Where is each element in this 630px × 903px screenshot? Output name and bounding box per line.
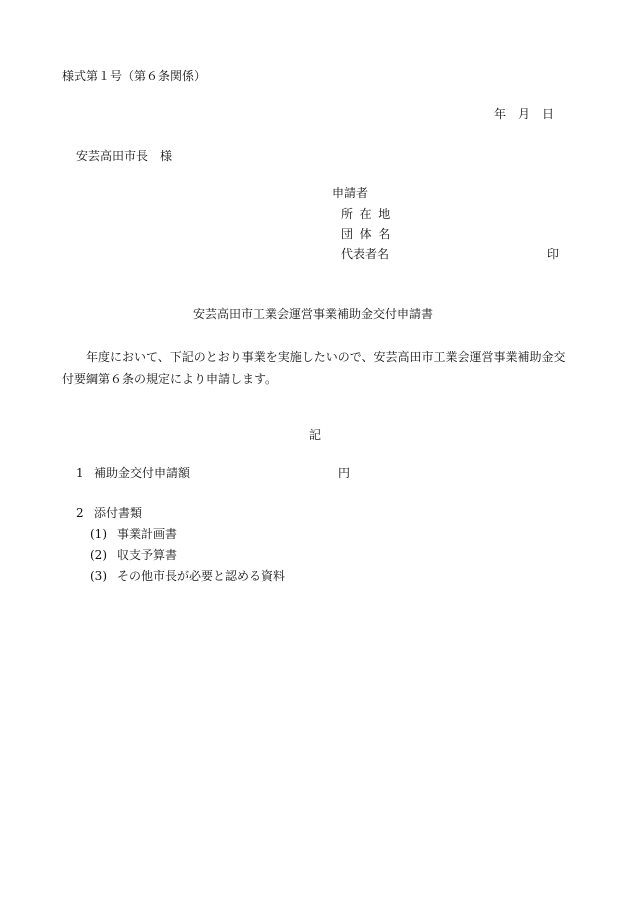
item-1-unit: 円 [338, 466, 351, 480]
item-1-label: 補助金交付申請額 [94, 466, 191, 480]
seal-mark: 印 [547, 247, 560, 261]
attachment-2-number: (2) [90, 548, 107, 562]
attachment-3-label: その他市長が必要と認める資料 [117, 569, 286, 583]
date-line: 年 月 日 [494, 107, 555, 121]
body-line-2: 交付要綱第６条の規定により申請します。 [62, 350, 566, 386]
attachment-3-number: (3) [90, 569, 107, 583]
body-paragraph [62, 346, 572, 390]
item-1-number: 1 [76, 466, 84, 480]
item-2-number: 2 [76, 506, 84, 520]
applicant-heading: 申請者 [332, 186, 369, 200]
form-number: 様式第１号（第６条関係） [62, 69, 207, 83]
attachment-2-label: 収支予算書 [117, 548, 178, 562]
ki-heading: 記 [309, 428, 322, 442]
attachment-1-label: 事業計画書 [117, 527, 178, 541]
body-line-1: 年度において、下記のとおり事業を実施したいので、安芸高田市工業会運営事業補助金 [86, 350, 554, 364]
addressee: 安芸高田市長 様 [76, 149, 173, 163]
document-title: 安芸高田市工業会運営事業補助金交付申請書 [193, 307, 434, 321]
representative-name-label: 代表者名 [341, 247, 390, 261]
address-label: 所在地 [341, 207, 397, 221]
item-2-label: 添付書類 [94, 506, 143, 520]
attachment-1-number: (1) [90, 527, 107, 541]
organization-name-label: 団体名 [341, 227, 397, 241]
